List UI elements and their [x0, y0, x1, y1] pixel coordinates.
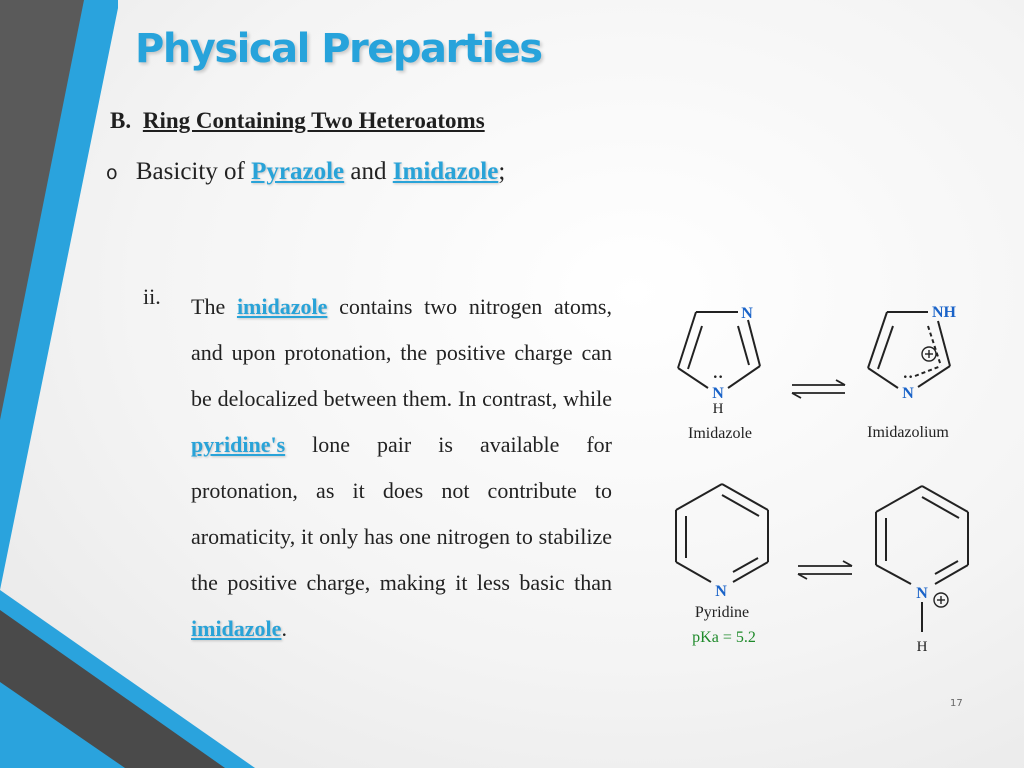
- pyridine-structure: [676, 484, 768, 582]
- section-title: Ring Containing Two Heteroatoms: [142, 108, 485, 133]
- equilibrium-arrow-1: [792, 380, 845, 398]
- imidazolium-nh-top: NH: [932, 304, 956, 321]
- paragraph-text-1: The: [191, 294, 226, 319]
- pyridine-n: N: [715, 583, 727, 600]
- term-pyrazole: Pyrazole: [251, 158, 345, 185]
- term-imidazole-inline: imidazole: [236, 294, 328, 319]
- imidazole-lone-pair: ··: [712, 369, 724, 386]
- bullet-prefix: Basicity of: [135, 158, 245, 185]
- section-letter: B.: [110, 108, 132, 133]
- imidazole-caption: Imidazole: [688, 425, 752, 442]
- pyridinium-n: N: [916, 585, 928, 602]
- paragraph-end: .: [281, 616, 287, 641]
- slide-title: Physical Preparties: [135, 26, 542, 72]
- paragraph-text-2: contains two nitrogen atoms, and upon protonation, the positive charge can be delocalized between them. In contrast, while: [191, 294, 612, 411]
- pyridine-pka: pKa = 5.2: [692, 629, 756, 646]
- equilibrium-arrow-2: [798, 561, 852, 579]
- page-number: 17: [950, 698, 963, 709]
- imidazole-h: H: [712, 401, 724, 417]
- item-number: ii.: [143, 284, 161, 309]
- pyridinium-structure: [876, 486, 968, 632]
- imidazole-n-bottom: N: [712, 385, 724, 402]
- imidazolium-n-bottom: N: [902, 385, 914, 402]
- bullet-marker: o: [106, 162, 118, 184]
- paragraph-text-3: lone pair is available for protonation, as it does not contribute to aromaticity, it only has one nitrogen to stabilize the positive charge, making it less basic than: [191, 432, 612, 595]
- imidazolium-lone-pair: ··: [902, 369, 914, 386]
- imidazolium-caption: Imidazolium: [867, 424, 949, 441]
- bullet-middle: and: [350, 158, 387, 185]
- bullet-suffix: ;: [498, 158, 506, 185]
- term-pyridine: pyridine's: [191, 432, 286, 457]
- imidazole-n-top: N: [741, 305, 753, 322]
- pyridine-caption: Pyridine: [694, 604, 750, 621]
- pyridinium-h: H: [916, 639, 928, 655]
- term-imidazole-end: imidazole: [191, 616, 282, 641]
- term-imidazole: Imidazole: [392, 158, 499, 185]
